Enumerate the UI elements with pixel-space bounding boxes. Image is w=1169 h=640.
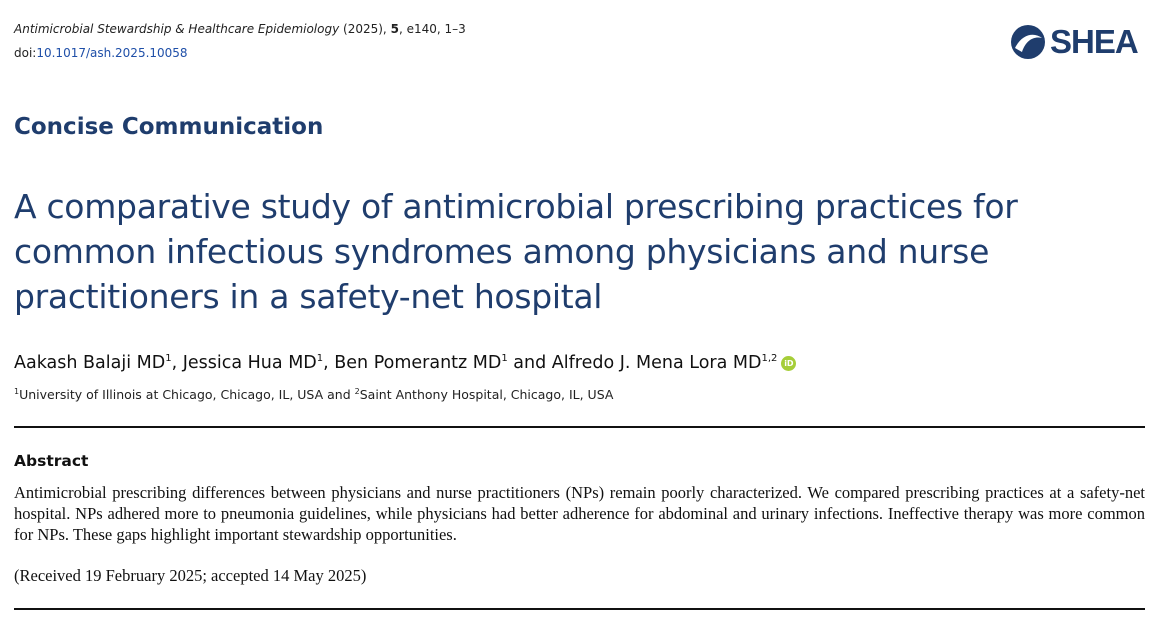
section-type: Concise Communication: [14, 114, 324, 140]
received-dates: (Received 19 February 2025; accepted 14 May 2025): [14, 566, 367, 585]
doi-link[interactable]: 10.1017/ash.2025.10058: [36, 46, 188, 60]
author-separator: ,: [323, 353, 335, 373]
author-name[interactable]: Alfredo J. Mena Lora MD: [551, 353, 762, 373]
shea-logo: [1010, 22, 1138, 62]
orcid-icon[interactable]: iD: [781, 356, 796, 371]
author-affil-sup: 1: [501, 353, 508, 365]
logo-text: SHEA: [1050, 23, 1138, 60]
abstract-heading: Abstract: [14, 452, 89, 470]
journal-pages: , e140, 1–3: [398, 22, 466, 36]
abstract-text: Antimicrobial prescribing differences between physicians and nurse practitioners (NPs) remain poorly characterized. We compared prescribing practices at a safety-net hospital. NPs adhered more to pneumonia guidelines, while physicians had better adherence for abdominal and urinary infections. Ineffective therapy was more common for NPs. These gaps highlight important stewardship opportunities.: [14, 483, 1145, 544]
journal-citation: [14, 22, 466, 36]
author-affil-sup: 1: [316, 353, 324, 365]
affil-sup: 1: [14, 387, 20, 396]
author-separator: ,: [171, 353, 183, 373]
divider: [14, 426, 1145, 428]
journal-year: (2025),: [343, 22, 387, 36]
affiliation-2: Saint Anthony Hospital, Chicago, IL, USA: [359, 387, 614, 403]
divider: [14, 608, 1145, 610]
journal-volume: 5: [390, 22, 399, 36]
doi-prefix: doi:: [14, 46, 37, 60]
author-name[interactable]: Aakash Balaji MD: [14, 353, 166, 373]
author-name[interactable]: Ben Pomerantz MD: [334, 353, 502, 373]
affiliation-1: University of Illinois at Chicago, Chicago, IL, USA and: [19, 387, 355, 403]
article-title: A comparative study of antimicrobial prescribing practices for common infectious syndromes among physicians and nurse practitioners in a safety-net hospital: [14, 187, 1018, 316]
author-list: [14, 353, 796, 373]
author-name[interactable]: Jessica Hua MD: [182, 353, 317, 373]
author-separator: and: [507, 353, 552, 373]
author-affil-sup: 1: [165, 353, 172, 365]
shea-logo-icon: [1010, 24, 1046, 60]
author-affil-sup: 1,2: [761, 353, 778, 365]
affil-sup: 2: [354, 387, 360, 396]
journal-name: Antimicrobial Stewardship & Healthcare Epidemiology: [14, 22, 340, 36]
doi-line: [14, 46, 188, 60]
affiliations: [14, 387, 613, 402]
